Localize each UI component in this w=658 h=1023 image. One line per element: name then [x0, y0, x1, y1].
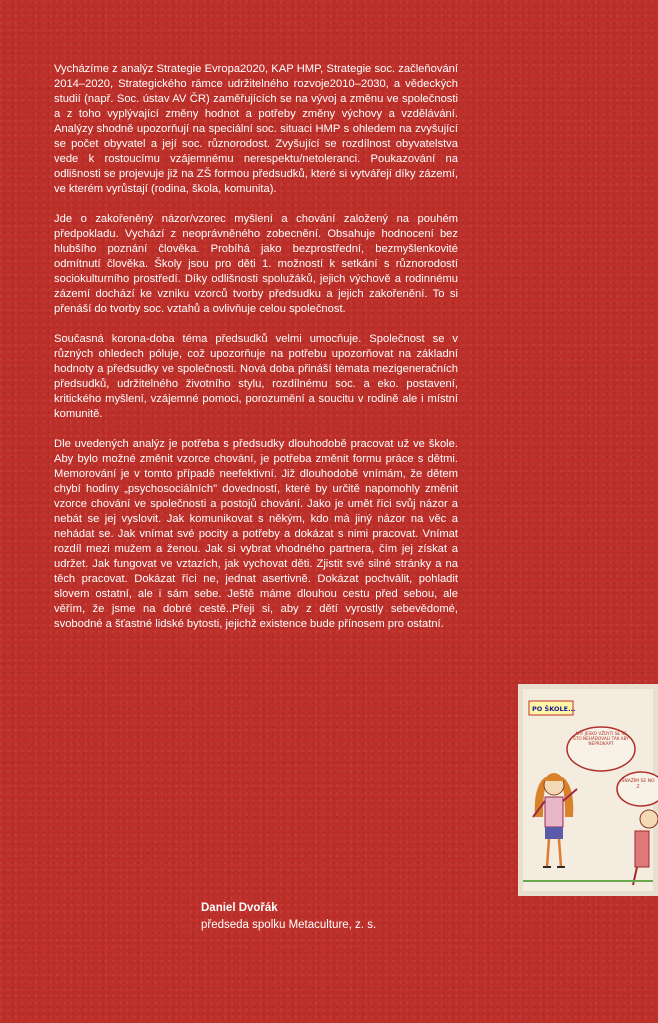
drawing-sign-text: PO ŠKOLE... — [532, 705, 576, 713]
drawing-illustration — [523, 689, 653, 891]
boy-figure — [633, 810, 658, 885]
signature-role: předseda spolku Metaculture, z. s. — [201, 919, 377, 931]
speech-bubble-left-text-wrap — [571, 731, 631, 769]
speech-bubble-right-text-wrap — [621, 779, 655, 801]
signature-name: Daniel Dvořák — [201, 902, 278, 914]
speech-bubble-right-text: SNAŽÍM SE NO Z — [621, 779, 655, 790]
paragraph-4: Dle uvedených analýz je potřeba s předsudky dlouhodobě pracovat už ve škole. Aby bylo možné změnit vzorce chování, je potřeba změnit formu práce s dětmi. Memorování je v tomto případě neefektivní. Již dlouhodobě vnímám, že dětem chybí hodiny „psychosociálních" dovedností, které by určitě napomohly změnit vzorce chování ve společnosti a postojů chování. Jako je umět říci svůj názor a nebát se jej vyslovit. Jak komunikovat s někým, kdo má jiný názor na věc a nehádat se. Jak vnímat své pocity a potřeby a dokázat s nimi pracovat. Vnímat rozdíl mezi mužem a ženou. Jak si vybrat vhodného partnera, čím jej získat a udržet. Jak fungovat ve vztazích, jak vychovat děti. Zjistit své silné stránky a na těch pracovat. Dokázat říci ne, jednat asertivně. Dokázat pochválit, pohladit slovem ostatní, ale i sám sebe. Ještě máme dlouhou cestu před sebou, ale věřím, že jsme na dobré cestě..Přeji si, aby z dětí vyrostly sebevědomé, svobodné a šťastné lidské bytosti, jejichž existence bude přínosem pro ostatní. — [54, 438, 458, 630]
girl-figure — [533, 773, 577, 867]
paragraph-2: Jde o zakořeněný názor/vzorec myšlení a chování založený na pouhém předpokladu. Vychází z neoprávněného zobecnění. Obsahuje hodnocení bez hlubšího poznání člověka. Probíhá jako bezprostřední, bezmyšlenkovité odmítnutí člověka. Školy jsou pro děti 1. možností k setkání s různorodostí sociokulturního prostředí. Díky odlišnosti spolužáků, jejich výchově a rodinnému zázemí dochází ke vzniku vzorců tvorby předsudku a jejich zakořenění. To si přenáší do tvorby soc. vztahů a ovlivňuje celou společnost. — [54, 213, 458, 315]
child-drawing — [518, 684, 658, 896]
main-text — [54, 62, 458, 647]
speech-bubble-left-text: ARY JESKO VŽDYTI SE SE ŠTO NEHÁDOVALI TAK ABY NEPROKAPT — [573, 731, 629, 746]
signature — [201, 900, 376, 934]
paragraph-3: Současná korona-doba téma předsudků velmi umocňuje. Společnost se v různých ohledech póluje, což upozorňuje na potřebu upozorňovat na základní hodnoty a předsudky ve společnosti. Nová doba přináší témata mezigeneračních předsudků, udržitelného životního stylu, rozdílnému soc. a eko. postavení, kritického myšlení, vzájemné pomoci, porozumění a soucitu v rodině ale i místní komunitě. — [54, 333, 458, 420]
paragraph-1: Vycházíme z analýz Strategie Evropa2020, KAP HMP, Strategie soc. začleňování 2014–2020, Strategického rámce udržitelného rozvoje2010–2030, a vědeckých studií (např. Soc. ústav AV ČR) zaměřujících se na vývoj a změnu ve společnosti a z toho vyplývající změny hodnot a potřeby změny výchovy a vzdělávání. Analýzy shodně upozorňují na speciální soc. situaci HMP s ohledem na zvyšující se počet obyvatel a její soc. různorodost. Zvyšující se rozdílnost obyvatelstva vede k rostoucímu vzájemnému nerespektu/netoleranci. Poukazování na odlišnosti se projevuje již na ZŠ formou předsudků, které si vytvářejí díky zázemí, ve kterém vyrůstají (rodina, škola, komunita). — [54, 63, 458, 195]
